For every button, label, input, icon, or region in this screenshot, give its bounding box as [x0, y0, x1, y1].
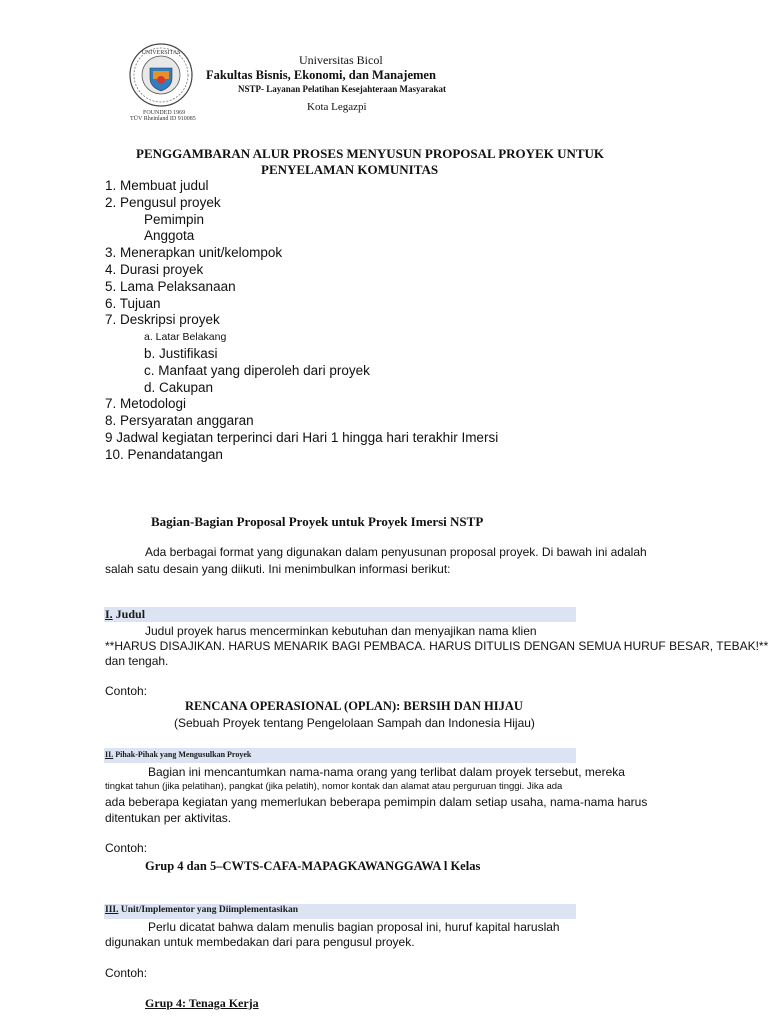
section-3-label: Unit/Implementor yang Diimplementasikan — [120, 905, 299, 915]
document-title-line2: PENYELAMAN KOMUNITAS — [261, 162, 439, 177]
list-item: c. Manfaat yang diperoleh dari proyek — [144, 362, 370, 378]
section-3-example-label: Contoh: — [105, 966, 148, 980]
parts-intro-line2: salah satu desain yang diikuti. Ini menimbulkan informasi berikut: — [105, 562, 451, 576]
list-item: a. Latar Belakang — [144, 331, 227, 344]
list-item: 4. Durasi proyek — [105, 261, 204, 277]
section-2-line4: ditentukan per aktivitas. — [105, 811, 232, 825]
section-2-line1: Bagian ini mencantumkan nama-nama orang yang terlibat dalam proyek tersebut, mereka — [148, 765, 625, 779]
list-item: 7. Deskripsi proyek — [105, 312, 220, 328]
section-2-example-label: Contoh: — [105, 841, 148, 855]
process-steps-list — [105, 178, 498, 464]
program-name: NSTP- Layanan Pelatihan Kesejahteraan Masyarakat — [238, 84, 446, 94]
seal-caption-certification: TÜV Rheinland ID 910085 — [130, 116, 196, 122]
list-item: 3. Menerapkan unit/kelompok — [105, 245, 283, 261]
city-name: Kota Legazpi — [307, 101, 367, 113]
section-1-line1: Judul proyek harus mencerminkan kebutuhan dan menyajikan nama klien — [145, 624, 537, 638]
parts-heading: Bagian-Bagian Proposal Proyek untuk Proyek Imersi NSTP — [151, 514, 484, 529]
list-item: 6. Tujuan — [105, 295, 161, 311]
section-1-label: Judul — [115, 607, 146, 621]
list-item: b. Justifikasi — [144, 345, 218, 361]
faculty-name: Fakultas Bisnis, Ekonomi, dan Manajemen — [206, 68, 436, 82]
seal-ring-text: UNIVERSITAS — [141, 50, 181, 56]
list-item: 5. Lama Pelaksanaan — [105, 278, 236, 294]
section-1-heading — [105, 607, 145, 622]
list-item: 7. Metodologi — [105, 396, 187, 412]
section-3-line1: Perlu dicatat bahwa dalam menulis bagian proposal ini, huruf kapital haruslah — [148, 920, 560, 934]
list-item: Anggota — [144, 228, 195, 244]
section-1-line2: **HARUS DISAJIKAN. HARUS MENARIK BAGI PEMBACA. HARUS DITULIS DENGAN SEMUA HURUF BESAR, TEBAK!** — [105, 639, 768, 653]
section-1-example-label: Contoh: — [105, 684, 148, 698]
university-name: Universitas Bicol — [299, 53, 383, 67]
section-3-number: III. — [105, 905, 119, 915]
list-item: 8. Persyaratan anggaran — [105, 413, 254, 429]
list-item: 9 Jadwal kegiatan terperinci dari Hari 1 hingga hari terakhir Imersi — [105, 429, 499, 445]
seal-caption-founded: FOUNDED 1969 — [143, 110, 186, 116]
section-2-heading — [105, 750, 251, 759]
section-1-number: I. — [105, 607, 113, 621]
section-2-label: Pihak-Pihak yang Mengusulkan Proyek — [115, 750, 252, 759]
section-2-example: Grup 4 dan 5–CWTS-CAFA-MAPAGKAWANGGAWA l Kelas — [145, 859, 481, 873]
university-seal-logo — [128, 42, 194, 108]
section-1-highlight — [104, 607, 576, 622]
section-2-line3: ada beberapa kegiatan yang memerlukan beberapa pemimpin dalam setiap usaha, nama-nama harus — [105, 795, 648, 809]
list-item: 1. Membuat judul — [105, 178, 209, 193]
list-item: Pemimpin — [144, 211, 205, 227]
section-1-example-title: RENCANA OPERASIONAL (OPLAN): BERSIH DAN HIJAU — [185, 699, 523, 713]
section-2-line2: tingkat tahun (jika pelatihan), pangkat (jika pelatih), nomor kontak dan alamat atau perguruan tinggi. Jika ada — [105, 781, 563, 792]
section-1-line3: dan tengah. — [105, 654, 169, 668]
section-3-example: Grup 4: Tenaga Kerja — [145, 996, 259, 1010]
section-3-heading — [105, 905, 298, 915]
list-item: d. Cakupan — [144, 379, 214, 395]
section-1-example-subtitle: (Sebuah Proyek tentang Pengelolaan Sampah dan Indonesia Hijau) — [174, 716, 535, 730]
parts-intro-line1: Ada berbagai format yang digunakan dalam penyusunan proposal proyek. Di bawah ini adalah — [145, 545, 647, 559]
list-item: 10. Penandatangan — [105, 446, 223, 462]
section-3-line2: digunakan untuk membedakan dari para pengusul proyek. — [105, 935, 415, 949]
section-2-number: II. — [105, 750, 114, 759]
list-item: 2. Pengusul proyek — [105, 194, 221, 210]
document-title-line1: PENGGAMBARAN ALUR PROSES MENYUSUN PROPOSAL PROYEK UNTUK — [136, 146, 605, 161]
